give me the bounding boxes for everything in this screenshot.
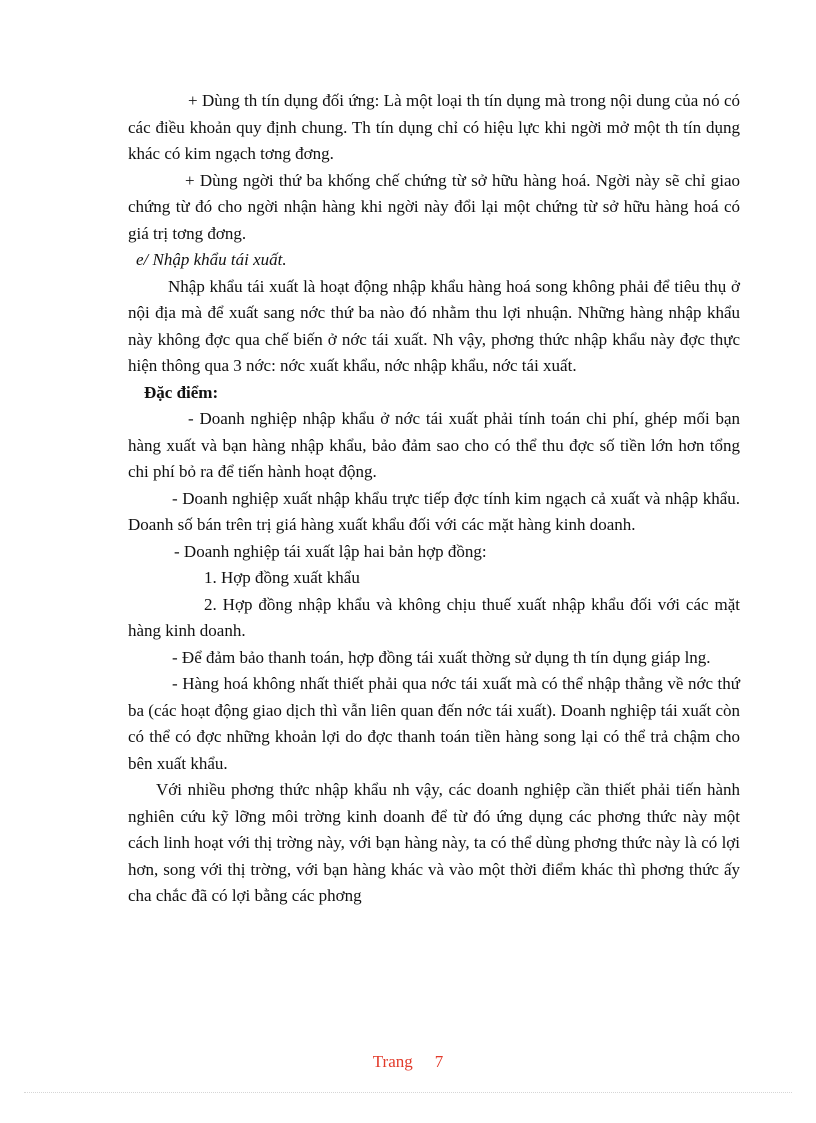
page-body	[128, 88, 740, 910]
paragraph-conclusion: Với nhiều phơng thức nhập khẩu nh vậy, các doanh nghiệp cần thiết phải tiến hành nghiên cứu kỹ lỡng môi trờng kinh doanh để từ đó ứng dụng các phơng thức này một cách linh hoạt với thị trờng này, với bạn hàng này, ta có thể dùng phơng thức này là có lợi hơn, song với thị trờng, với bạn hàng khác và vào một thời điểm khác thì phơng thức ấy cha chắc đã có lợi bằng các phơng	[128, 780, 740, 905]
page-number: 7	[434, 1052, 444, 1071]
feature-item-payment: - Để đảm bảo thanh toán, hợp đồng tái xuất thờng sử dụng th tín dụng giáp lng.	[172, 647, 711, 667]
list-item-export-contract: 1. Hợp đồng xuất khẩu	[204, 568, 360, 587]
paragraph-third-party-control: + Dùng ngời thứ ba khống chế chứng từ sở hữu hàng hoá. Ngời này sẽ chỉ giao chứng từ đó cho ngời nhận hàng khi ngời này đổi lại một chứng từ sở hữu hàng hoá có giá trị tơng đơng.	[128, 170, 740, 243]
section-heading-reexport: e/ Nhập khẩu tái xuất.	[136, 250, 287, 269]
feature-item-turnover: - Doanh nghiệp xuất nhập khẩu trực tiếp đợc tính kim ngạch cả xuất và nhập khẩu. Doanh số bán trên trị giá hàng xuất khẩu đối với các mặt hàng kinh doanh.	[128, 488, 740, 534]
features-heading: Đặc điểm:	[144, 382, 219, 402]
feature-item-two-contracts: - Doanh nghiệp tái xuất lập hai bản hợp đồng:	[174, 541, 487, 561]
feature-item-cost-calculation: - Doanh nghiệp nhập khẩu ở nớc tái xuất phải tính toán chi phí, ghép mối bạn hàng xuất và bạn hàng nhập khẩu, bảo đảm sao cho có thể thu đợc số tiền lớn hơn tổng chi phí bỏ ra để tiến hành hoạt động.	[128, 409, 740, 481]
page-footer	[0, 1052, 816, 1072]
paragraph-letter-of-credit-reciprocal: + Dùng th tín dụng đối ứng: Là một loại th tín dụng mà trong nội dung của nó có các điều khoản quy định chung. Th tín dụng chỉ có hiệu lực khi ngời mở một th tín dụng khác có kim ngạch tơng đơng.	[128, 91, 740, 163]
paragraph-reexport-definition: Nhập khẩu tái xuất là hoạt động nhập khẩu hàng hoá song không phải để tiêu thụ ở nội địa mà để xuất sang nớc thứ ba nào đó nhằm thu lợi nhuận. Những hàng nhập khẩu này không đợc qua chế biến ở nớc tái xuất. Nh vậy, phơng thức nhập khẩu này đợc thực hiện thông qua 3 nớc: nớc xuất khẩu, nớc nhập khẩu, nớc tái xuất.	[128, 276, 740, 375]
feature-item-direct-shipping: - Hàng hoá không nhất thiết phải qua nớc tái xuất mà có thể nhập thẳng về nớc thứ ba (các hoạt động giao dịch thì vẫn liên quan đến nớc tái xuất). Doanh nghiệp tái xuất còn có thể có đợc những khoản lợi do đợc thanh toán tiền hàng song lại có thể trả chậm cho bên xuất khẩu.	[128, 674, 740, 773]
page-label: Trang	[372, 1052, 413, 1071]
bottom-divider	[24, 1092, 792, 1093]
list-item-import-contract: 2. Hợp đồng nhập khẩu và không chịu thuế xuất nhập khẩu đối với các mặt hàng kinh doanh.	[128, 594, 740, 640]
